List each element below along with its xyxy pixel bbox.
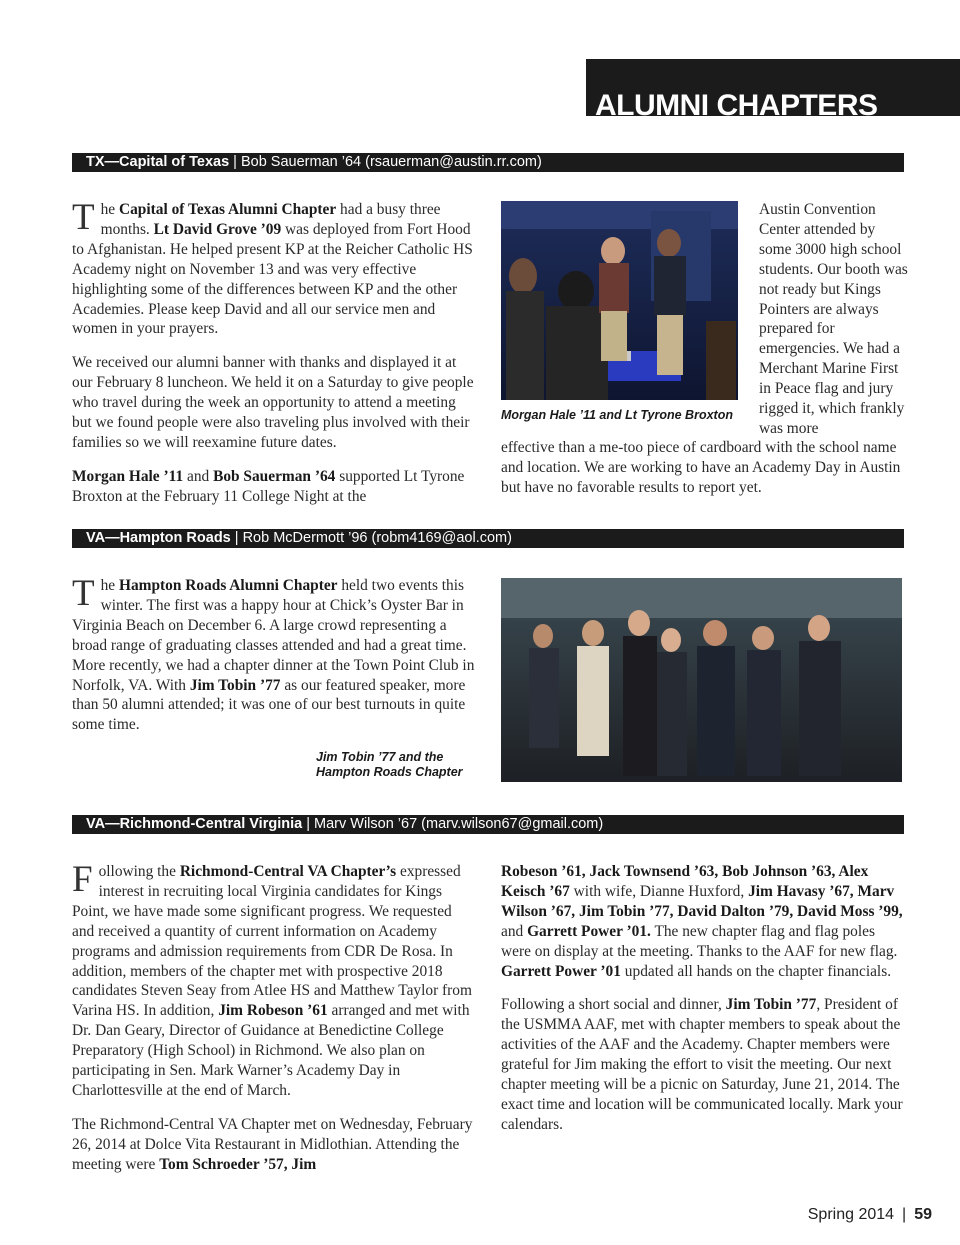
texas-photo-caption: Morgan Hale ’11 and Lt Tyrone Broxton <box>501 408 733 422</box>
richmond-paragraph-1 <box>72 859 476 1101</box>
text: ollowing the <box>98 863 180 880</box>
text: with wife, Dianne Huxford, <box>569 882 749 900</box>
text: and <box>501 922 528 940</box>
bold-text: Jim Robeson ’61 <box>218 1002 328 1020</box>
hampton-paragraph-1 <box>72 573 476 735</box>
bold-text: Capital of Texas Alumni Chapter <box>118 201 337 218</box>
bold-text: Richmond-Central VA Chapter’s <box>179 863 397 880</box>
chapter-header-texas <box>72 153 904 172</box>
chapter-contact: | Marv Wilson ’67 (marv.wilson67@gmail.com) <box>302 816 604 832</box>
texas-photo <box>501 201 738 400</box>
hampton-column-left <box>72 573 476 749</box>
richmond-paragraph-2 <box>72 1115 476 1175</box>
texas-side-text: Austin Convention Center attended by some 3000 high school students. Our booth was not ready but Kings Pointers are always prepared for emergencies. We had a Merchant Marine First in Peace flag and jury rigged it, which frankly was more <box>759 201 908 437</box>
text: he <box>100 577 119 594</box>
richmond-column-left <box>72 859 476 1189</box>
chapter-header-richmond <box>72 815 904 834</box>
caption-line-1: Jim Tobin ’77 and the <box>316 750 444 764</box>
richmond-paragraph-3 <box>501 862 907 981</box>
text: had a busy three months. <box>100 201 441 238</box>
text: as our featured speaker, more than 50 alumni attended; it was one of our best turnouts in quite some time. <box>72 676 466 734</box>
photo-booth-scene <box>501 201 738 400</box>
section-title: ALUMNI CHAPTERS <box>595 89 878 116</box>
bold-text: Jim Tobin ’77 <box>725 996 817 1014</box>
page-footer <box>808 1206 932 1224</box>
chapter-contact: | Rob McDermott ’96 (robm4169@aol.com) <box>230 530 512 546</box>
page-number: 59 <box>914 1206 932 1223</box>
texas-paragraph-2: We received our alumni banner with thanks and displayed it at our February 8 luncheon. We held it on a Saturday to give people who travel during the week an opportunity to attend a meeting but we found people were also traveling plus involved with their families so we will reexamine future dates. <box>72 354 474 451</box>
bold-text: Bob Sauerman ’64 <box>213 467 336 485</box>
chapter-header-hampton-roads <box>72 529 904 548</box>
bold-text: Hampton Roads Alumni Chapter <box>118 577 338 594</box>
hampton-photo <box>501 578 902 782</box>
section-banner <box>586 59 960 116</box>
chapter-region: VA—Hampton Roads <box>86 530 231 546</box>
bold-text: Tom Schroeder ’57, Jim <box>159 1155 317 1173</box>
texas-column-left <box>72 197 476 521</box>
chapter-contact: | Bob Sauerman ’64 (rsauerman@austin.rr.com) <box>229 154 542 170</box>
text: Following a short social and dinner, <box>501 996 726 1014</box>
footer-separator: | <box>902 1206 907 1223</box>
caption-line-2: Hampton Roads Chapter <box>316 765 463 779</box>
texas-continued-text: effective than a me-too piece of cardboard with the school name and location. We are working to have an Academy Day in Austin but have no favorable results to report yet. <box>501 439 901 496</box>
text: arranged and met with Dr. Dan Geary, Director of Guidance at Benedictine College Preparatory (High School) in Richmond. We also plan on participating in Sen. Mark Warner’s Academy Day in Charlottesville at the end of March. <box>72 1002 470 1099</box>
drop-cap: F <box>72 859 93 900</box>
text: expressed interest in recruiting local Virginia candidates for Kings Point, we have made some significant progress. We requested and received a quantity of current information on Academy programs and admission requirements from CDR De Rosa. In addition, members of the chapter met with prospective 2018 candidates Steven Seay from Atlee HS and Matthew Taylor from Varina HS. In addition, <box>72 863 472 1020</box>
bold-text: Garrett Power ’01 <box>501 962 621 980</box>
text: was deployed from Fort Hood to Afghanistan. He helped present KP at the Reicher Catholic HS Academy night on November 13 and was very effective highlighting some of the differences between KP and the other Academies. Please keep David and all our service men and women in your prayers. <box>72 220 473 338</box>
chapter-region: VA—Richmond-Central Virginia <box>86 816 303 832</box>
hampton-photo-caption <box>316 750 486 780</box>
drop-cap: T <box>72 197 95 238</box>
text: The new chapter flag and flag poles were on display at the meeting. Thanks to the AAF for new flag. <box>501 922 898 960</box>
text: The Richmond-Central VA Chapter met on Wednesday, February 26, 2014 at Dolce Vita Restaurant in Midlothian. Attending the meeting were <box>72 1115 473 1173</box>
chapter-region: TX—Capital of Texas <box>86 154 230 170</box>
text: updated all hands on the chapter financials. <box>620 962 892 980</box>
bold-text: Jim Havasy ’67, Marv Wilson ’67, Jim Tobin ’77, David Dalton ’79, David Moss ’99, <box>501 882 903 920</box>
text: he <box>100 201 119 218</box>
texas-paragraph-1 <box>72 197 476 339</box>
richmond-paragraph-4 <box>501 995 907 1134</box>
text: and <box>183 467 214 485</box>
richmond-column-right <box>501 862 907 1149</box>
issue-label: Spring 2014 <box>807 1206 895 1223</box>
bold-text: Lt David Grove ’09 <box>153 220 282 238</box>
text: supported Lt Tyrone Broxton at the February 11 College Night at the <box>72 467 465 505</box>
photo-group-scene <box>501 578 902 782</box>
bold-text: Jim Tobin ’77 <box>189 676 281 694</box>
text: held two events this winter. The first was a happy hour at Chick’s Oyster Bar in Virginia Beach on December 6. A large crowd representing a broad range of graduating classes attended and had a great time. More recently, we had a chapter dinner at the Town Point Club in Norfolk, VA. With <box>72 577 475 694</box>
drop-cap: T <box>72 573 95 614</box>
bold-text: Garrett Power ’01. <box>527 922 651 940</box>
texas-paragraph-3 <box>72 467 476 507</box>
bold-text: Morgan Hale ’11 <box>72 467 184 485</box>
text: , President of the USMMA AAF, met with chapter members to speak about the activities of the AAF and the Academy. Chapter members were grateful for Jim making the effort to visit the meeting. Our next chapter meeting will be a picnic on Saturday, June 21, 2014. The exact time and location will be communicated locally. Mark your calendars. <box>501 996 903 1133</box>
bold-text: Robeson ’61, Jack Townsend ’63, Bob Johnson ’63, Alex Keisch ’67 <box>501 863 869 900</box>
